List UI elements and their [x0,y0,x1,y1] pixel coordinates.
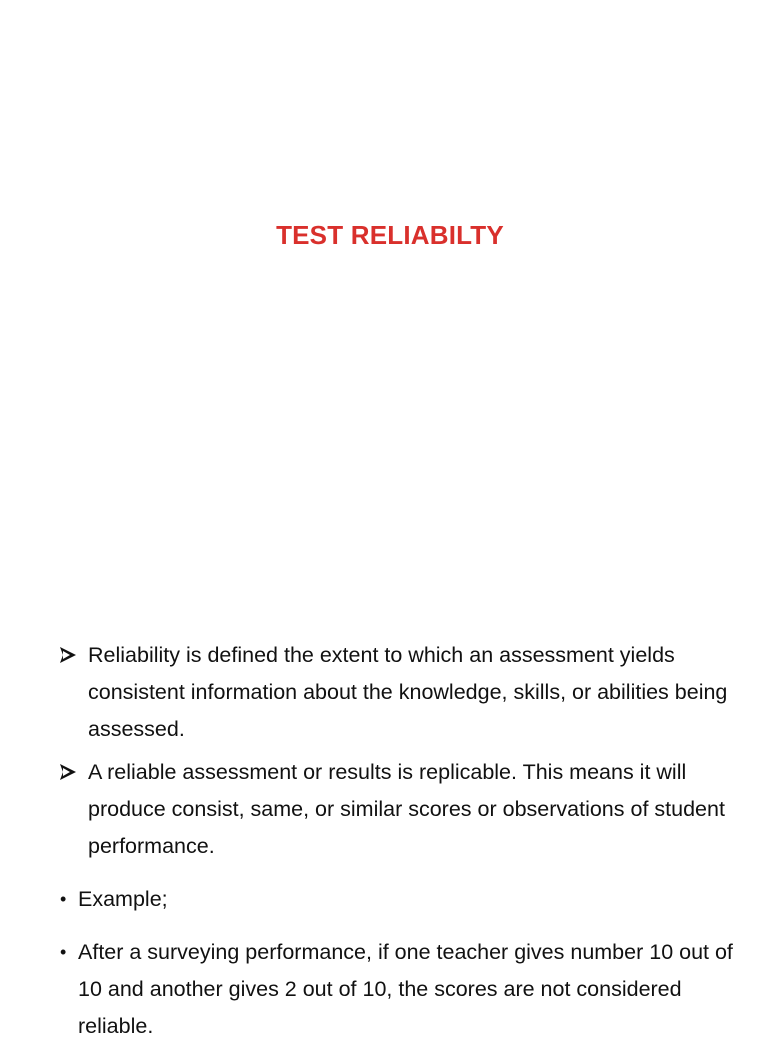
bullet-text: After a surveying performance, if one teacher gives number 10 out of 10 and another gives 2 out of 10, the scores are not considered reliable. [78,940,733,1038]
arrow-bullet-icon [58,763,78,781]
dot-bullet-icon: • [60,942,67,962]
bullet-text: Example; [78,887,168,911]
bullet-item [58,934,748,1045]
slide-title: TEST RELIABILTY [276,220,504,250]
bullet-item [58,637,748,748]
bullet-text: Reliability is defined the extent to which an assessment yields consistent information about the knowledge, skills, or abilities being assessed. [88,643,728,741]
bullet-item [58,754,748,865]
bullet-text: A reliable assessment or results is replicable. This means it will produce consist, same, or similar scores or observations of student performance. [88,760,725,858]
dot-bullet-icon: • [60,889,67,909]
bullet-list [58,637,748,1045]
arrow-bullet-icon [58,646,78,664]
bullet-item [58,881,748,918]
